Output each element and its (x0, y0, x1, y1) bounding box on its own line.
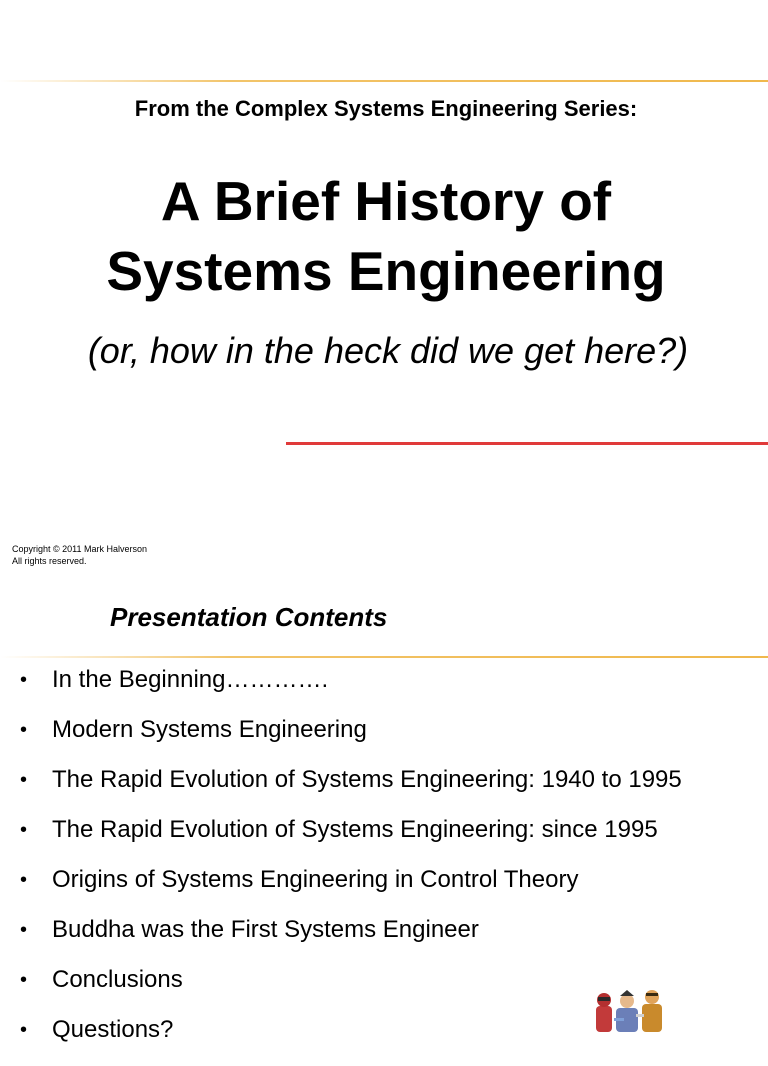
bullet-icon: • (20, 919, 28, 941)
series-heading: From the Complex Systems Engineering Series: (134, 96, 638, 121)
title-line-1: A Brief History of (160, 170, 612, 232)
red-rule (286, 442, 768, 445)
slide-title (0, 166, 768, 306)
rights-line: All rights reserved. (12, 556, 87, 566)
bullet-icon: • (20, 969, 28, 991)
list-item (0, 716, 768, 766)
contents-heading: Presentation Contents (110, 602, 388, 632)
copyright-line: Copyright © 2011 Mark Halverson (12, 544, 148, 554)
list-item-text: The Rapid Evolution of Systems Engineering: 1940 to 1995 (52, 766, 682, 793)
list-item (0, 816, 768, 866)
contents-slide (0, 580, 768, 1043)
list-item (0, 916, 768, 966)
list-item (0, 666, 768, 716)
slide-subtitle: (or, how in the heck did we get here?) (87, 330, 689, 371)
top-gold-rule (0, 80, 768, 82)
list-item (0, 766, 768, 816)
bullet-icon: • (20, 769, 28, 791)
contents-gold-rule (0, 656, 768, 658)
people-clip-art-icon (592, 988, 672, 1032)
bullet-icon: • (20, 669, 28, 691)
copyright-notice (12, 543, 147, 567)
bullet-icon: • (20, 1019, 28, 1041)
bullet-icon: • (20, 819, 28, 841)
bullet-icon: • (20, 869, 28, 891)
list-item-text: The Rapid Evolution of Systems Engineering: since 1995 (52, 816, 658, 843)
title-line-2: Systems Engineering (106, 240, 666, 302)
list-item-text: Questions? (52, 1016, 174, 1043)
list-item-text: Conclusions (52, 966, 183, 993)
list-item-text: Modern Systems Engineering (52, 716, 367, 743)
list-item-text: Origins of Systems Engineering in Control Theory (52, 866, 579, 893)
list-item (0, 866, 768, 916)
bullet-icon: • (20, 719, 28, 741)
list-item-text: In the Beginning…………. (52, 666, 329, 693)
list-item-text: Buddha was the First Systems Engineer (52, 916, 479, 943)
